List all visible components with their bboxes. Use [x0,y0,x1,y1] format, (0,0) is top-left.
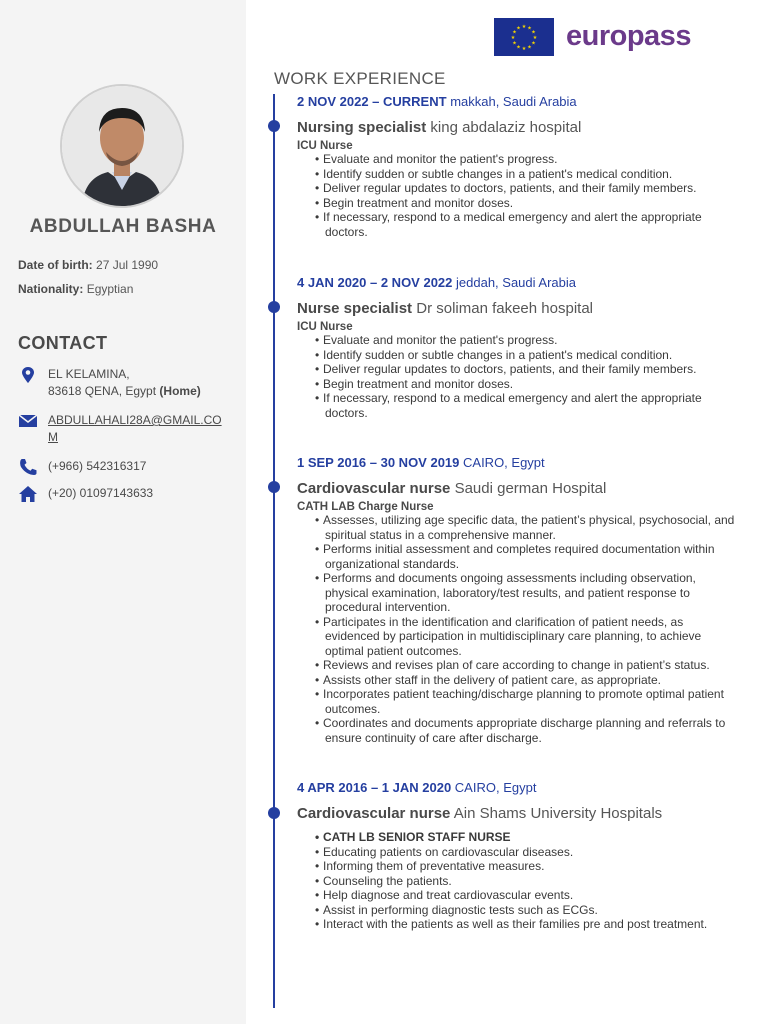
list-item: • Educating patients on cardiovascular diseases. [315,845,737,860]
svg-text:★: ★ [531,29,536,36]
list-item: • Assesses, utilizing age specific data, the patient’s physical, psychosocial, and spiritual status in a comprehensive manner. [315,513,737,542]
list-item: • Participates in the identification and clarification of patient needs, as evidenced by participation in multidisciplinary care planning, to achieve optimal patient outcomes. [315,615,737,659]
entry-employer: king abdalaziz hospital [430,119,582,136]
svg-text:★: ★ [531,40,536,47]
list-item: • Coordinates and documents appropriate discharge planning and referrals to ensure continuity of care after discharge. [315,716,737,745]
entry-date-line [297,780,737,795]
experience-entry [297,275,737,420]
entry-location: CAIRO, Egypt [454,780,537,795]
list-item: • Deliver regular updates to doctors, patients, and their family members. [315,362,737,377]
entry-date-line [297,455,737,470]
entry-dates: 2 NOV 2022 – CURRENT [297,94,447,109]
nationality [18,282,133,296]
timeline-dot [268,807,280,819]
phone-number: (+966) 542316317 [48,459,147,473]
list-item: • Evaluate and monitor the patient's progress. [315,333,737,348]
list-item: • Begin treatment and monitor doses. [315,377,737,392]
entry-duties [297,333,737,420]
list-item: • If necessary, respond to a medical emergency and alert the appropriate doctors. [315,391,737,420]
nationality-value: Egyptian [86,282,134,296]
entry-location: CAIRO, Egypt [463,455,545,470]
entry-role: Nurse specialist [297,300,413,317]
list-item: • Begin treatment and monitor doses. [315,196,737,211]
timeline-dot [268,120,280,132]
svg-text:★: ★ [512,29,517,36]
entry-role: Cardiovascular nurse [297,805,451,822]
list-item: • If necessary, respond to a medical emergency and alert the appropriate doctors. [315,210,737,239]
list-item: • Evaluate and monitor the patient's progress. [315,152,737,167]
eu-flag-icon [494,18,554,56]
list-item: • Assists other staff in the delivery of patient care, as appropriate. [315,673,737,688]
entry-employer: Saudi german Hospital [454,480,607,497]
experience-entry [297,94,737,239]
svg-text:★: ★ [516,25,521,32]
svg-text:★: ★ [527,44,532,51]
list-item: • CATH LB SENIOR STAFF NURSE [315,830,737,845]
timeline-dot [268,301,280,313]
svg-text:★: ★ [516,44,521,51]
entry-dates: 4 JAN 2020 – 2 NOV 2022 [297,275,453,290]
experience-entry [297,780,737,932]
entry-dates: 1 SEP 2016 – 30 NOV 2019 [297,455,460,470]
entry-location: jeddah, Saudi Arabia [456,275,576,290]
list-item: • Assist in performing diagnostic tests such as ECGs. [315,903,737,918]
contact-title: CONTACT [18,333,108,353]
list-item: • Reviews and revises plan of care according to change in patient’s status. [315,658,737,673]
sidebar [0,0,246,1024]
list-item: • Performs initial assessment and completes required documentation within organizational standards. [315,542,737,571]
list-item: • Informing them of preventative measures. [315,859,737,874]
entry-role-line [297,805,737,822]
list-item: • Help diagnose and treat cardiovascular events. [315,888,737,903]
date-of-birth [18,258,158,272]
entry-duties [297,830,737,932]
entry-subtitle: ICU Nurse [297,140,353,152]
address-line-1: EL KELAMINA, [48,367,130,381]
entry-location: makkah, Saudi Arabia [450,94,577,109]
svg-text:★: ★ [532,35,538,41]
svg-text:★: ★ [521,46,527,52]
list-item: • Incorporates patient teaching/discharge planning to promote optimal patient outcomes. [315,687,737,716]
entry-role-line [297,119,737,136]
address-line-2: 83618 QENA, Egypt [48,384,157,398]
dob-label: Date of birth: [18,258,93,272]
entry-role-line [297,300,737,317]
home-phone-number: (+20) 01097143633 [48,486,154,500]
nationality-label: Nationality: [18,282,84,296]
location-pin-icon [18,366,38,384]
entry-duties [297,513,737,745]
list-item: • Counseling the patients. [315,874,737,889]
email-link[interactable]: ABDULLAHALI28A@GMAIL.COM [48,413,222,444]
svg-text:★: ★ [510,35,516,41]
timeline-line [273,94,275,1008]
person-name: ABDULLAH BASHA [29,216,217,237]
experience-entry [297,455,737,745]
list-item: • Deliver regular updates to doctors, patients, and their family members. [315,181,737,196]
entry-employer: Ain Shams University Hospitals [453,805,663,822]
work-experience-title: WORK EXPERIENCE [274,69,446,88]
home-icon [18,485,38,503]
entry-employer: Dr soliman fakeeh hospital [416,300,593,317]
list-item: • Interact with the patients as well as their families pre and post treatment. [315,917,737,932]
list-item: • Identify sudden or subtle changes in a patient's medical condition. [315,167,737,182]
list-item: • Identify sudden or subtle changes in a patient's medical condition. [315,348,737,363]
entry-duties [297,152,737,239]
europass-logo-text: europass [566,20,691,52]
entry-role-line [297,480,737,497]
entry-subtitle: ICU Nurse [297,321,353,333]
svg-text:★: ★ [521,24,527,30]
entry-dates: 4 APR 2016 – 1 JAN 2020 [297,780,452,795]
timeline-dot [268,481,280,493]
svg-text:★: ★ [512,40,517,47]
address-tag: (Home) [159,384,201,398]
entry-date-line [297,275,737,290]
phone-icon [18,458,38,476]
entry-date-line [297,94,737,109]
list-item: • Performs and documents ongoing assessments including observation, physical examination, laboratory/test results, and patient response to procedural intervention. [315,571,737,615]
entry-subtitle: CATH LAB Charge Nurse [297,501,434,513]
entry-role: Nursing specialist [297,119,427,136]
dob-value: 27 Jul 1990 [96,258,159,272]
entry-role: Cardiovascular nurse [297,480,451,497]
svg-text:★: ★ [527,25,532,32]
profile-photo [60,84,184,208]
envelope-icon [18,412,38,430]
